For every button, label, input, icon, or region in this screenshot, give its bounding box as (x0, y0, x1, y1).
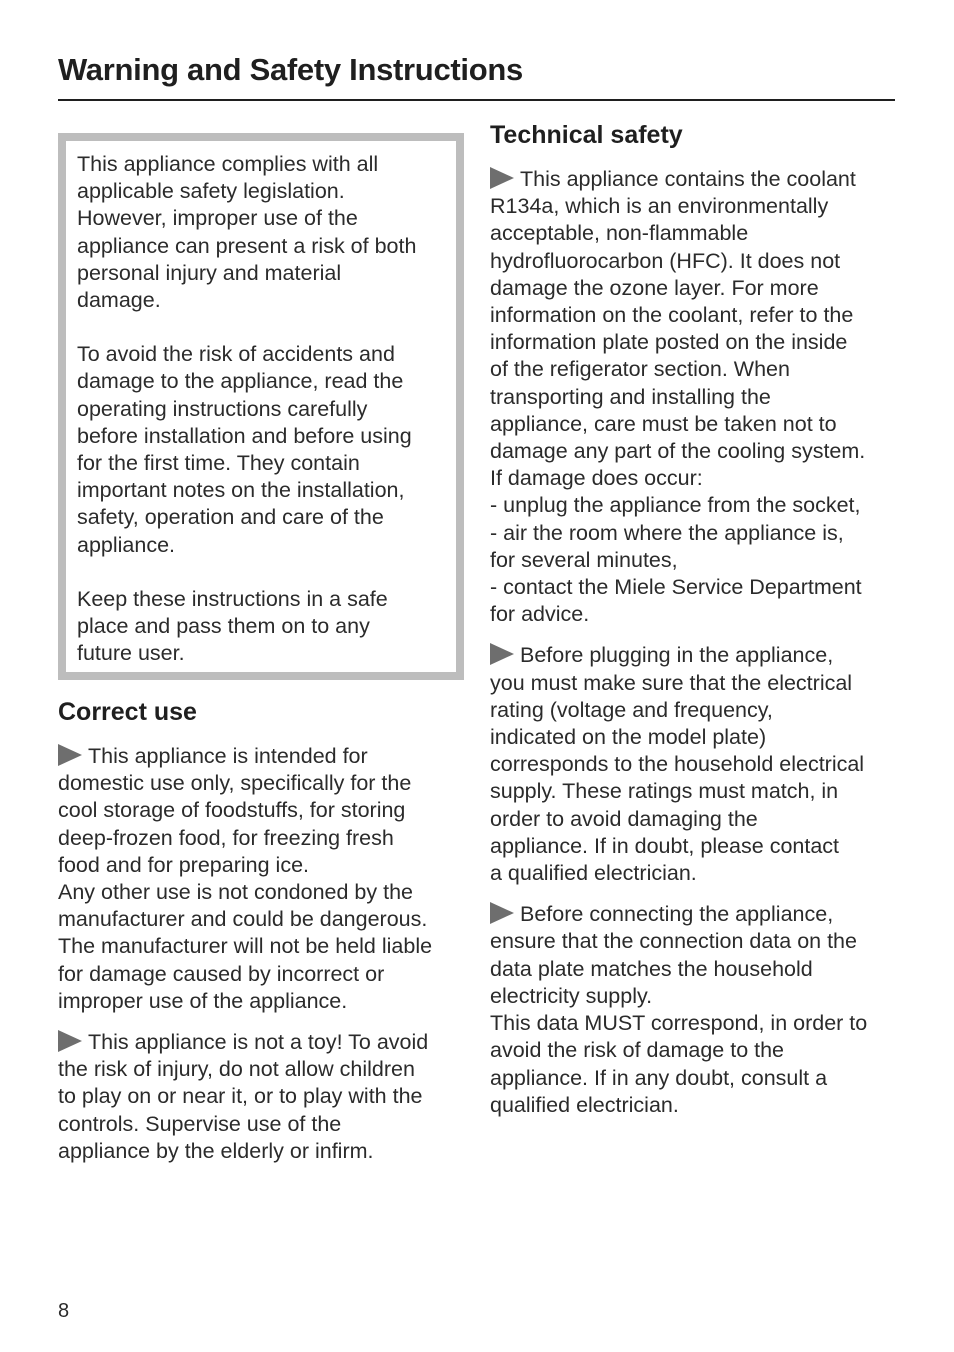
notice-paragraph: Keep these instructions in a safe place and pass them on to any future user. (77, 586, 388, 666)
item-text: This appliance contains the coolant R134a, which is an environmentally acceptable, non-flammable hydrofluorocarbon (HFC). It does not damage the ozone layer. For more information on the coolant, refer to the information plate posted on the inside of the refigerator section. When transporting and installing the appliance, care must be taken not to damage any part of the cooling system. If damage does occur: - unplug the appliance from the socket, - air the room where the appliance is, for several minutes, - contact the Miele Service Department for advice. (490, 167, 866, 627)
triangle-bullet-icon (490, 167, 514, 189)
item-text: Before connecting the appliance, ensure that the connection data on the data plate matches the household electricity supply. This data MUST correspond, in order to avoid the risk of damage to the appliance. If in any doubt, consult a qualified electrician. (490, 902, 868, 1117)
list-item (490, 166, 900, 628)
title-divider (58, 99, 895, 101)
list-item (58, 1029, 468, 1165)
triangle-bullet-icon (58, 744, 82, 766)
page-number: 8 (58, 1300, 70, 1322)
list-item (490, 901, 900, 1119)
item-text: Before plugging in the appliance, you must make sure that the electrical rating (voltage and frequency, indicated on the model plate) corresponds to the household electrical supply. These ratings must match, in order to avoid damaging the appliance. If in doubt, please contact a qualified electrician. (490, 643, 865, 886)
notice-paragraph: This appliance complies with all applicable safety legislation. However, improper use of the appliance can present a risk of both personal injury and material damage. (77, 152, 417, 313)
safety-notice-box (58, 133, 464, 680)
triangle-bullet-icon (490, 643, 514, 665)
list-item (58, 743, 468, 1015)
list-item (490, 642, 900, 887)
safety-notice-content (77, 151, 457, 667)
technical-safety-section (490, 118, 900, 1133)
correct-use-section (58, 695, 468, 1179)
item-text: This appliance is not a toy! To avoid the risk of injury, do not allow children to play on or near it, or to play with the controls. Supervise use of the appliance by the elderly or infirm. (58, 1030, 429, 1163)
notice-paragraph: To avoid the risk of accidents and damage to the appliance, read the operating instructions carefully before installation and before using for the first time. They contain important notes on the installation, safety, operation and care of the appliance. (77, 342, 412, 557)
section-heading: Correct use (58, 698, 197, 726)
section-heading: Technical safety (490, 121, 683, 149)
triangle-bullet-icon (490, 902, 514, 924)
item-text: This appliance is intended for domestic use only, specifically for the cool storage of foodstuffs, for storing deep-frozen food, for freezing fresh food and for preparing ice. Any other use is not condoned by the manufacturer and could be dangerous. The manufacturer will not be held liable for damage caused by incorrect or improper use of the appliance. (58, 744, 433, 1013)
triangle-bullet-icon (58, 1030, 82, 1052)
page-title: Warning and Safety Instructions (58, 52, 523, 87)
